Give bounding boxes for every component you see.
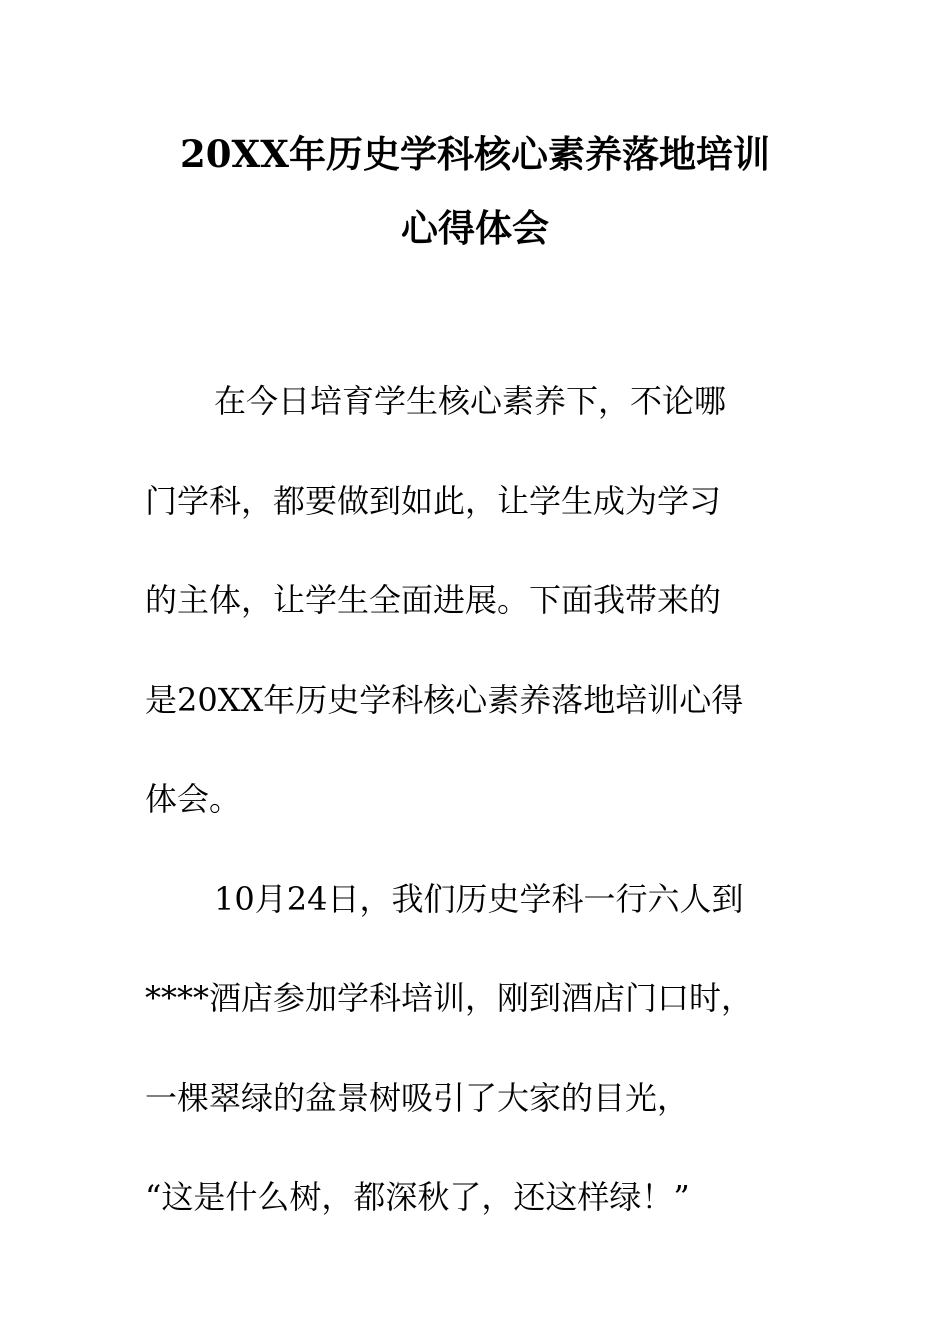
document-title-line-1: 20XX年历史学科核心素养落地培训 <box>180 132 770 176</box>
paragraph-2-line-2: ****酒店参加学科培训，刚到酒店门口时， <box>145 979 754 1017</box>
paragraph-2-line-3: 一棵翠绿的盆景树吸引了大家的目光， <box>145 1079 690 1117</box>
paragraph-2-line-1: 10月24日，我们历史学科一行六人到 <box>214 880 744 918</box>
paragraph-1-line-1: 在今日培育学生核心素养下，不论哪 <box>214 382 727 420</box>
paragraph-1-line-5: 体会。 <box>145 780 242 818</box>
paragraph-1-line-2: 门学科，都要做到如此，让学生成为学习 <box>145 482 722 520</box>
document-title-line-2: 心得体会 <box>401 206 549 250</box>
paragraph-2-line-4: “这是什么树，都深秋了，还这样绿！” <box>145 1178 690 1216</box>
paragraph-1-line-4: 是20XX年历史学科核心素养落地培训心得 <box>145 681 744 719</box>
paragraph-1-line-3: 的主体，让学生全面进展。下面我带来的 <box>145 581 722 619</box>
